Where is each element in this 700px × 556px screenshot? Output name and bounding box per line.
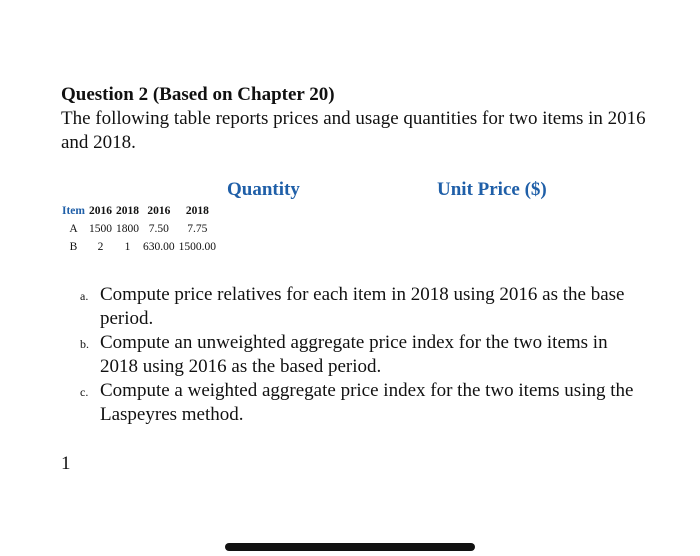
cell-price-2016: 630.00	[143, 241, 175, 253]
column-header-item: Item	[62, 205, 85, 217]
cell-price-2018: 7.75	[187, 223, 208, 235]
column-header-price-2018: 2018	[185, 205, 209, 217]
page-number: 1	[61, 453, 71, 474]
cell-qty-2016: 2	[97, 241, 104, 253]
list-item	[78, 379, 648, 427]
question-intro: The following table reports prices and usage quantities for two items in 2016 and 2018.	[61, 108, 646, 153]
column-header-qty-2018: 2018	[116, 205, 139, 217]
table-row	[60, 220, 218, 238]
cell-item: A	[69, 223, 78, 235]
data-table	[60, 202, 218, 256]
cell-item: B	[69, 241, 78, 253]
cell-price-2016: 7.50	[148, 223, 169, 235]
part-marker: b.	[80, 337, 89, 351]
column-header-price-2016: 2016	[147, 205, 171, 217]
part-text: Compute an unweighted aggregate price index for the two items in 2018 using 2016 as the based period.	[100, 332, 608, 377]
list-item	[78, 283, 648, 331]
question-title: Question 2 (Based on Chapter 20)	[61, 84, 335, 105]
question-parts	[78, 283, 648, 427]
table-row	[60, 238, 218, 256]
cell-qty-2016: 1500	[89, 223, 112, 235]
column-header-qty-2016: 2016	[89, 205, 112, 217]
cell-qty-2018: 1	[124, 241, 131, 253]
part-marker: c.	[80, 385, 89, 399]
part-marker: a.	[80, 289, 89, 303]
table-header-row	[60, 202, 218, 220]
unit-price-header: Unit Price ($)	[437, 179, 547, 200]
home-indicator[interactable]	[225, 543, 475, 551]
cell-qty-2018: 1800	[116, 223, 139, 235]
list-item	[78, 331, 648, 379]
part-text: Compute a weighted aggregate price index for the two items using the Laspeyres method.	[100, 380, 634, 425]
quantity-header: Quantity	[227, 179, 300, 200]
cell-price-2018: 1500.00	[178, 241, 216, 253]
part-text: Compute price relatives for each item in 2018 using 2016 as the base period.	[100, 284, 625, 329]
